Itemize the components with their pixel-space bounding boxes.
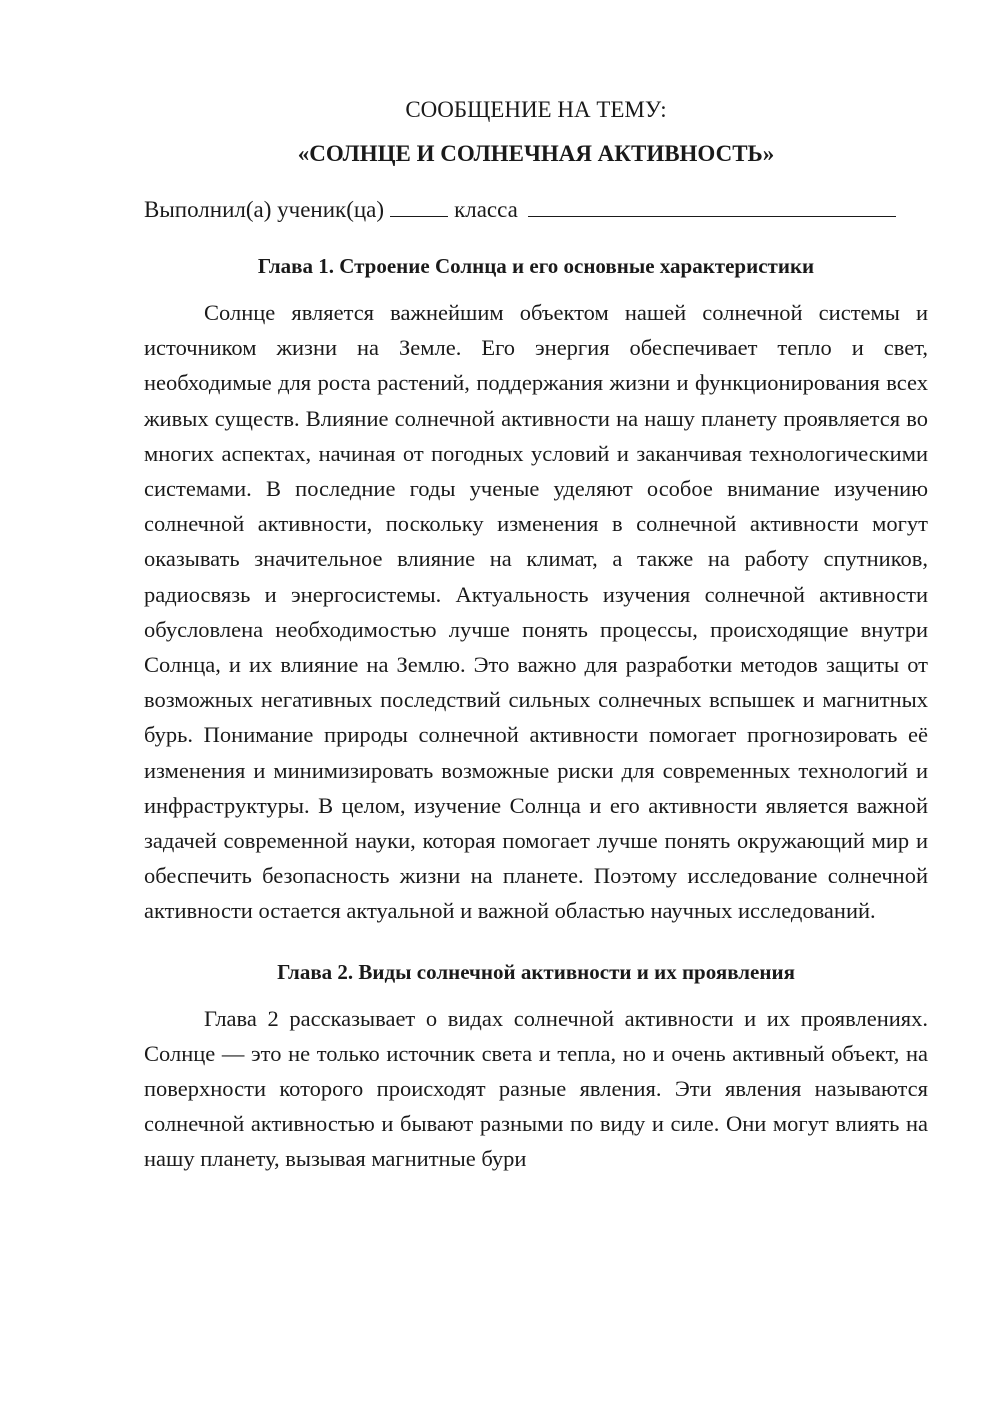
chapter-1-title: Глава 1. Строение Солнца и его основные характеристики: [257, 254, 815, 278]
class-word: класса: [454, 197, 518, 222]
chapter-1-paragraph: Солнце является важнейшим объектом нашей солнечной системы и источником жизни на Земле. Его энергия обеспечивает тепло и свет, необходимые для роста растений, поддержания жизни и функционирования всех живых существ. Влияние солнечной активности на нашу планету проявляется во многих аспектах, начиная от погодных условий и заканчивая технологическими системами. В последние годы ученые уделяют особое внимание изучению солнечной активности, поскольку изменения в солнечной активности могут оказывать значительное влияние на климат, а также на работу спутников, радиосвязь и энергосистемы. Актуальность изучения солнечной активности обусловлена необходимостью лучше понять процессы, происходящие внутри Солнца, и их влияние на Землю. Это важно для разработки методов защиты от возможных негативных последствий сильных солнечных вспышек и магнитных бурь. Понимание природы солнечной активности помогает прогнозировать её изменения и минимизировать возможные риски для современных технологий и инфраструктуры. В целом, изучение Солнца и его активности является важной задачей современной науки, которая помогает лучше понять окружающий мир и обеспечить безопасность жизни на планете. Поэтому исследование солнечной активности остается актуальной и важной областью научных исследований.: [144, 300, 928, 924]
document-title: «СОЛНЦЕ И СОЛНЕЧНАЯ АКТИВНОСТЬ»: [297, 141, 775, 166]
grade-blank-field: [390, 192, 448, 217]
chapter-2-paragraph: Глава 2 рассказывает о видах солнечной активности и их проявлениях. Солнце — это не только источник света и тепла, но и очень активный объект, на поверхности которого происходят разные явления. Эти явления называются солнечной активностью и бывают разными по виду и силе. Они могут влиять на нашу планету, вызывая магнитные бури: [144, 1005, 928, 1172]
author-prefix: Выполнил(а) ученик(ца): [144, 197, 385, 222]
document-page: [144, 92, 928, 1177]
chapter-2-title: Глава 2. Виды солнечной активности и их проявления: [277, 959, 795, 984]
document-heading: СООБЩЕНИЕ НА ТЕМУ:: [405, 97, 667, 122]
author-line: [144, 192, 928, 227]
class-blank-field: [528, 192, 896, 217]
